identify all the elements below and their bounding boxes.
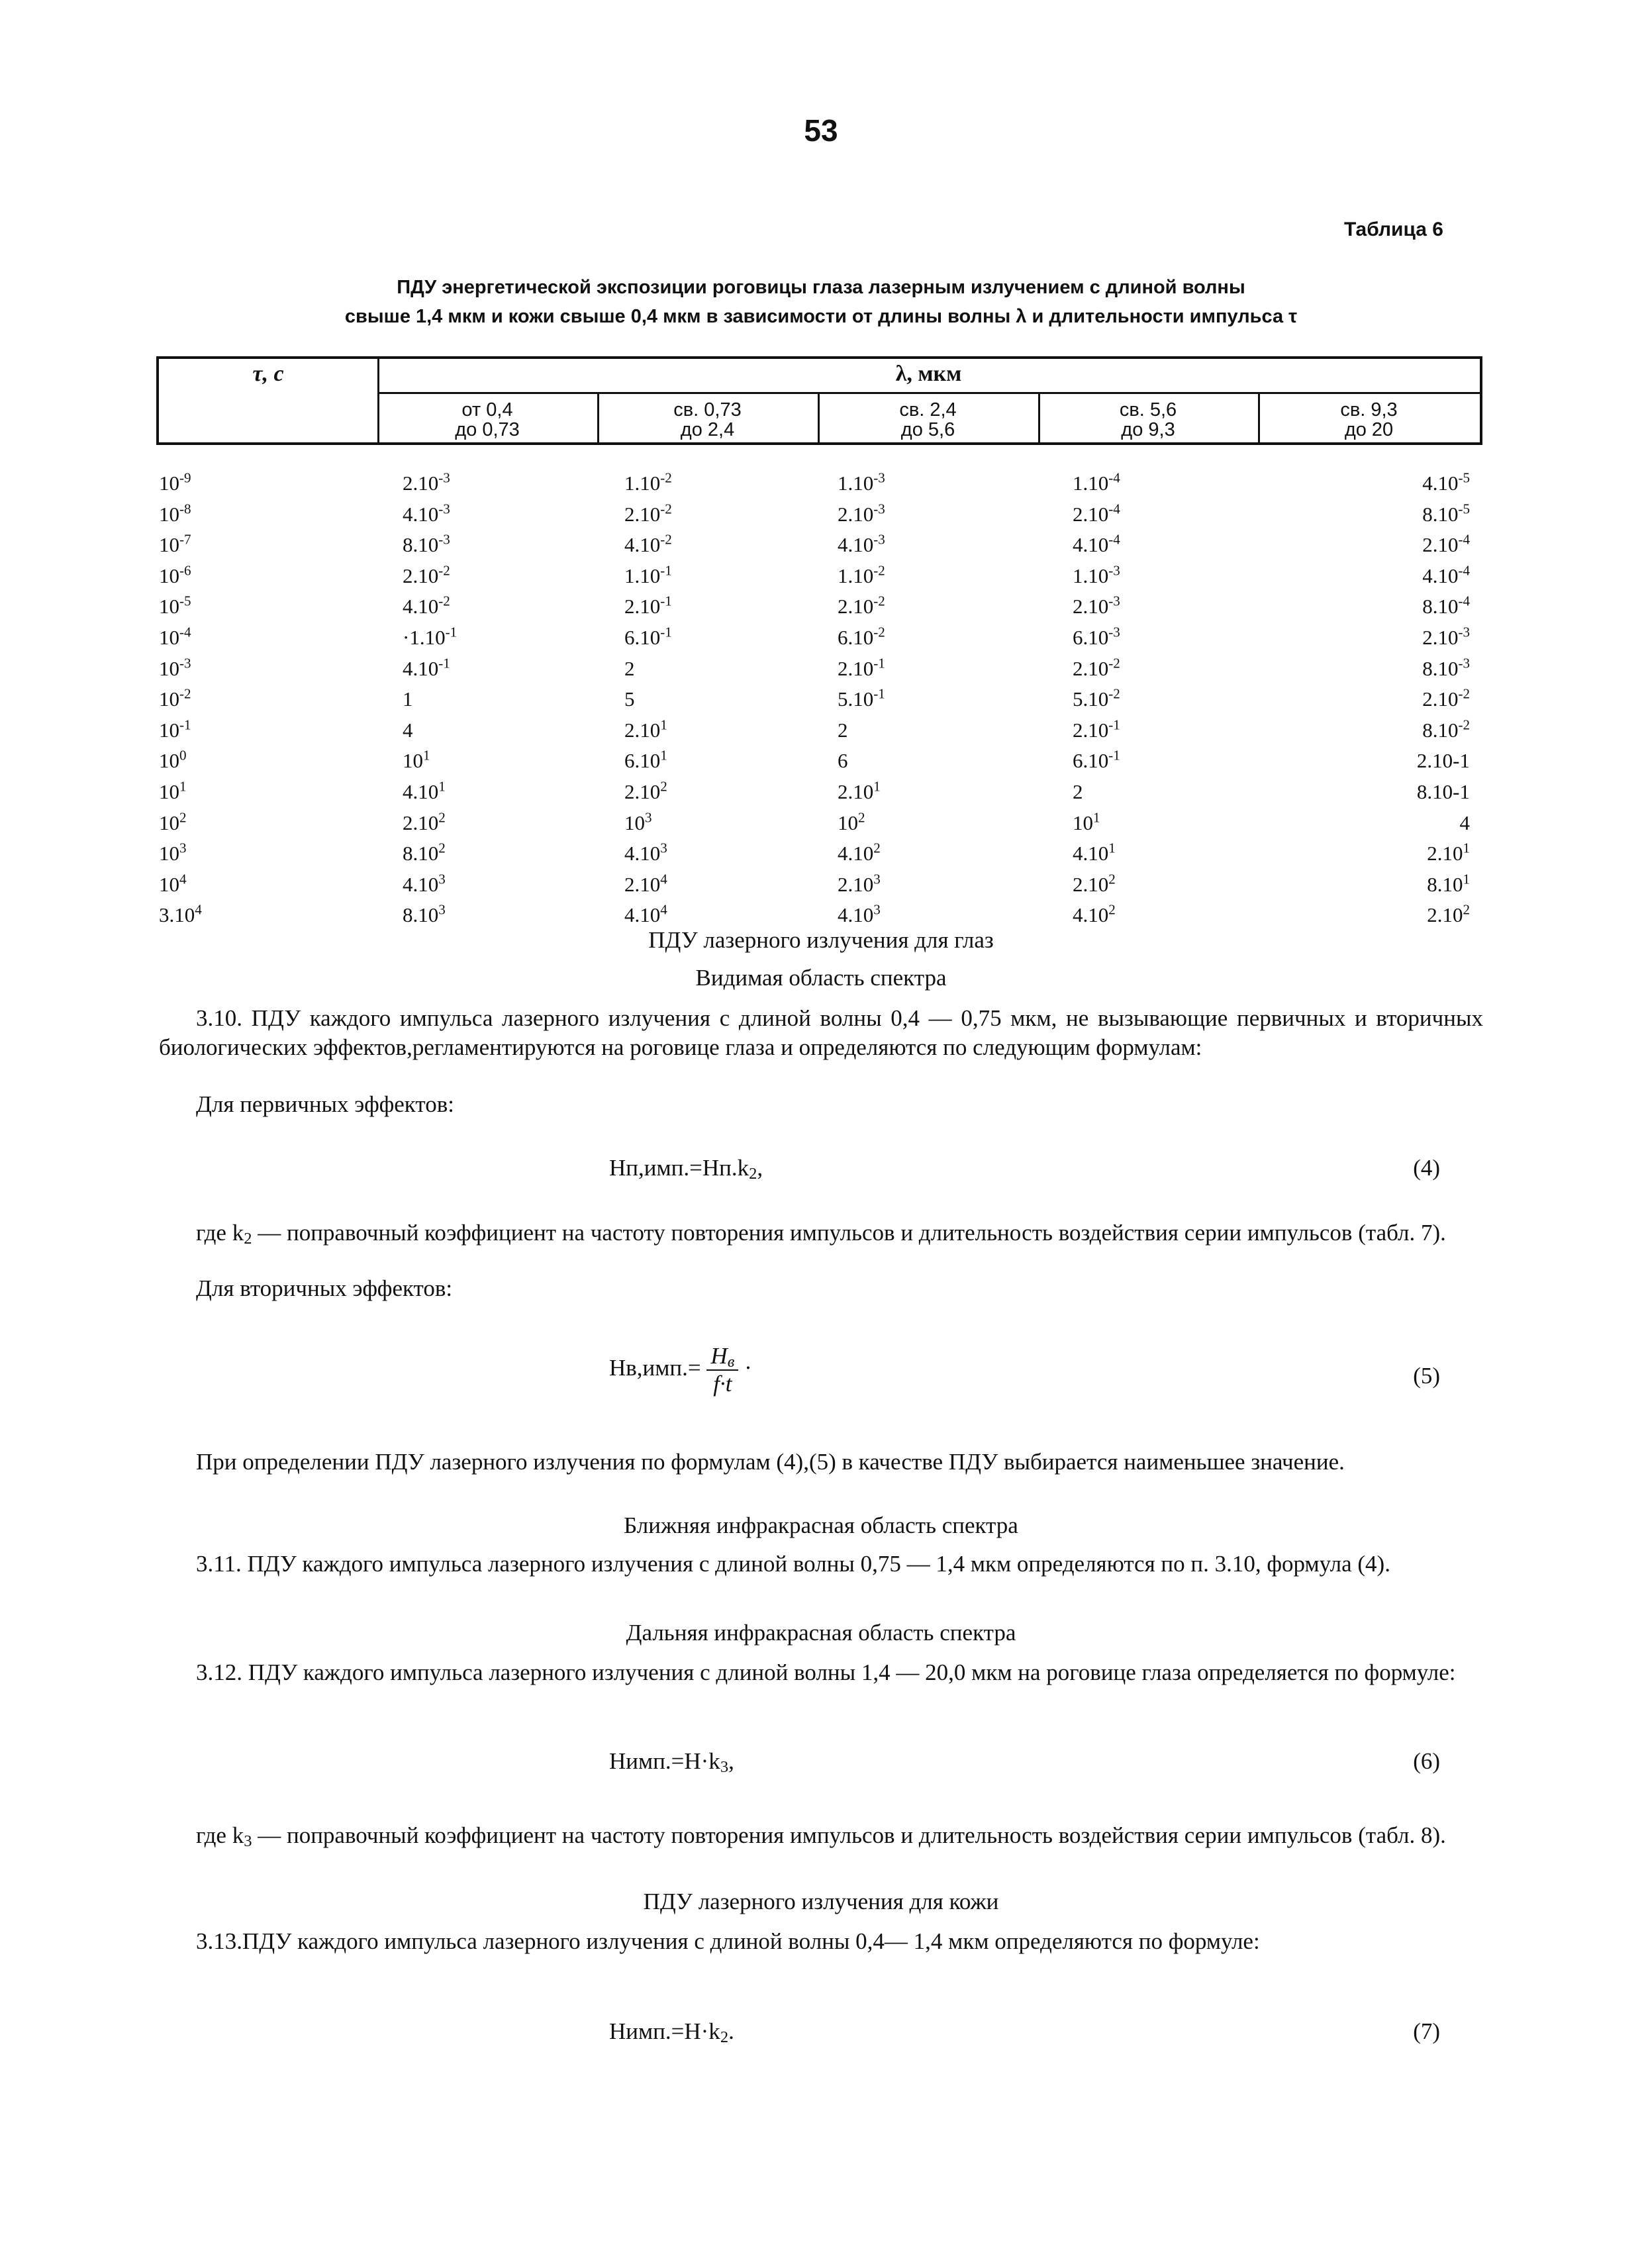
secondary-effects-label: Для вторичных эффектов: — [196, 1275, 453, 1301]
table-cell: 8.10$^2$ — [403, 840, 446, 865]
table-row — [159, 749, 1483, 779]
table-cell: $1.10^{-2}$ — [624, 469, 672, 495]
tau-value: $10^{-2}$ — [159, 685, 191, 711]
table-cell: $2.10^{-1}$ — [624, 593, 672, 618]
table-row — [159, 564, 1483, 595]
table-cell: 2.10$^3$ — [838, 871, 881, 896]
formula-6: $Нимп.=Н\cdot k_3$, — [609, 1748, 734, 1776]
table-cell: $6.10^{-3}$ — [1073, 624, 1120, 649]
tau-value: 3.10$^4$ — [159, 901, 202, 926]
table-cell: 2.10-1 — [1416, 749, 1470, 772]
table-cell: 4 — [403, 718, 413, 742]
paragraph-choice: При определении ПДУ лазерного излучения по формулам (4),(5) в качестве ПДУ выбирается наименьшее значение. — [196, 1449, 1345, 1475]
table-cell: $2.10^{-2}$ — [1422, 685, 1470, 711]
table-caption-line-1: ПДУ энергетической экспозиции роговицы глаза лазерным излучением с длиной волны — [397, 277, 1245, 298]
table-cell: $10^2$ — [838, 809, 865, 834]
table-row — [159, 657, 1483, 687]
table-cell: $4.10^{-2}$ — [624, 531, 672, 556]
table-cell: $1.10^{-4}$ — [1073, 469, 1120, 495]
formula-5-tail: · — [744, 1355, 752, 1381]
formula-4: $Нп,имп.=Нп.k_2$, — [609, 1155, 763, 1183]
paragraph-3-12: 3.12. ПДУ каждого импульса лазерного излучения с длиной волны 1,4 — 20,0 мкм на роговице глаза определяется по формуле: — [196, 1659, 1456, 1685]
tau-value: $10^{-5}$ — [159, 593, 191, 618]
table-cell: $10^1$ — [1073, 809, 1100, 834]
table-cell: 2.10$^1$ — [624, 716, 667, 742]
table-caption-line-2: свыше 1,4 мкм и кожи свыше 0,4 мкм в зависимости от длины волны λ и длительности импульса τ — [344, 306, 1298, 327]
table-label: Таблица 6 — [1343, 219, 1443, 240]
formula-6-number: (6) — [1413, 1748, 1440, 1774]
header-divider — [377, 392, 1480, 394]
heading-far-infrared: Дальняя инфракрасная область спектра — [626, 1620, 1016, 1646]
table-cell: $2.10^{-2}$ — [624, 501, 672, 526]
formula-7: $Нимп.=Н\cdot k_2$. — [609, 2018, 734, 2046]
table-cell: $4.10^{-2}$ — [403, 593, 450, 618]
table-cell: $8.10^{-3}$ — [403, 531, 450, 556]
range-header — [1038, 400, 1258, 440]
table-cell: $8.10^{-2}$ — [1422, 716, 1470, 742]
range-header — [1258, 400, 1480, 440]
table-cell: $6.10^{-1}$ — [1073, 747, 1120, 772]
table-cell: $4.10^{-4}$ — [1073, 531, 1120, 556]
table-cell: $5.10^{-1}$ — [838, 685, 885, 711]
table-cell: 2.10$^2$ — [624, 778, 667, 803]
tau-value: $10^{-7}$ — [159, 531, 191, 556]
table-cell: 4.10$^1$ — [403, 778, 446, 803]
table-cell: 6 — [838, 749, 848, 772]
range-line: св. 0,73 — [673, 399, 742, 420]
formula-5-fraction — [706, 1343, 738, 1397]
range-header — [377, 400, 597, 440]
table-cell: 2.10$^1$ — [1427, 840, 1470, 865]
lambda-column-header: λ, мкм — [895, 362, 962, 386]
tau-value: $10^1$ — [159, 778, 187, 803]
table-cell: 2.10$^2$ — [1073, 871, 1116, 896]
table-cell: $1.10^{-3}$ — [1073, 562, 1120, 587]
range-line: до 0,73 — [455, 419, 520, 440]
page-number: 53 — [804, 113, 838, 148]
k3-note: где $k_3$ — поправочный коэффициент на частоту повторения импульсов и длительность воздействия серии импульсов (табл. 8). — [196, 1822, 1446, 1850]
table-cell: 4.10$^3$ — [403, 871, 446, 896]
table-cell: 2.10$^2$ — [1427, 901, 1470, 926]
table-cell: $8.10^{-5}$ — [1422, 501, 1470, 526]
tau-value: $10^{-9}$ — [159, 469, 191, 495]
table-cell: 4 — [1459, 811, 1470, 834]
table-row — [159, 873, 1483, 903]
tau-value: $10^4$ — [159, 871, 187, 896]
table-cell: 4.10$^2$ — [838, 840, 881, 865]
table-cell: $2.10^{-2}$ — [1073, 655, 1120, 680]
tau-value: $10^{-6}$ — [159, 562, 191, 587]
table-cell: $10^3$ — [624, 809, 652, 834]
table-cell: 2 — [838, 718, 848, 742]
range-line: св. 9,3 — [1340, 399, 1398, 420]
table-row — [159, 471, 1483, 502]
table-cell: 4.10$^2$ — [1073, 901, 1116, 926]
tau-value: $10^2$ — [159, 809, 187, 834]
table-cell: $8.10^{-3}$ — [1422, 655, 1470, 680]
formula-4-number: (4) — [1413, 1155, 1440, 1181]
table-cell: $\cdot 1.10^{-1}$ — [403, 624, 458, 649]
tau-column-header: τ, с — [252, 362, 284, 386]
table-cell: $2.10^{-3}$ — [1422, 624, 1470, 649]
formula-5-denominator: f·t — [713, 1371, 732, 1397]
heading-eyes: ПДУ лазерного излучения для глаз — [648, 927, 994, 953]
table-row — [159, 780, 1483, 811]
table-row — [159, 718, 1483, 749]
formula-5-number: (5) — [1413, 1363, 1440, 1389]
table-cell: $2.10^{-2}$ — [838, 593, 885, 618]
formula-5 — [609, 1343, 752, 1397]
range-header — [818, 400, 1038, 440]
table-cell: $8.10^{-4}$ — [1422, 593, 1470, 618]
formula-7-number: (7) — [1413, 2018, 1440, 2044]
heading-near-infrared: Ближняя инфракрасная область спектра — [624, 1512, 1018, 1538]
table-cell: 2.10$^4$ — [624, 871, 667, 896]
table-cell: 2 — [624, 657, 635, 680]
paragraph-3-13: 3.13.ПДУ каждого импульса лазерного излучения с длиной волны 0,4— 1,4 мкм определяются по формуле: — [196, 1928, 1260, 1954]
range-line: св. 5,6 — [1119, 399, 1177, 420]
range-line: до 5,6 — [900, 419, 955, 440]
range-line: до 20 — [1344, 419, 1394, 440]
table-cell: $2.10^{-3}$ — [838, 501, 885, 526]
table-cell: $1.10^{-1}$ — [624, 562, 672, 587]
range-header — [597, 400, 818, 440]
tau-value: $10^0$ — [159, 747, 187, 772]
table-row — [159, 503, 1483, 533]
table-row — [159, 533, 1483, 564]
table-row — [159, 842, 1483, 872]
table-cell: $4.10^{-4}$ — [1422, 562, 1470, 587]
tau-value: $10^{-4}$ — [159, 624, 191, 649]
table-cell: $2.10^{-4}$ — [1422, 531, 1470, 556]
paragraph-3-11: 3.11. ПДУ каждого импульса лазерного излучения с длиной волны 0,75 — 1,4 мкм определяются по п. 3.10, формула (4). — [196, 1551, 1390, 1577]
table-cell: $6.10^{-1}$ — [624, 624, 672, 649]
table-cell: $5.10^{-2}$ — [1073, 685, 1120, 711]
range-line: до 2,4 — [680, 419, 735, 440]
table-cell: $10^1$ — [403, 747, 430, 772]
table-cell: 2 — [1073, 780, 1083, 803]
tau-value: $10^{-1}$ — [159, 716, 191, 742]
table-cell: $1.10^{-3}$ — [838, 469, 885, 495]
heading-visible-spectrum: Видимая область спектра — [695, 965, 947, 991]
table-cell: 8.10-1 — [1416, 780, 1470, 803]
table-cell: 6.10$^1$ — [624, 747, 667, 772]
primary-effects-label: Для первичных эффектов: — [196, 1091, 454, 1117]
table-cell: $2.10^{-2}$ — [403, 562, 450, 587]
range-line: от 0,4 — [461, 399, 513, 420]
k2-note: где $k_2$ — поправочный коэффициент на частоту повторения импульсов и длительность воздействия серии импульсов (табл. 7). — [196, 1220, 1446, 1248]
table-cell: 8.10$^3$ — [403, 901, 446, 926]
paragraph-3-10: 3.10. ПДУ каждого импульса лазерного излучения с длиной волны 0,4 — 0,75 мкм, не вызывающие первичных и вторичных биологических эффектов,регламентируются на роговице глаза и определяются по следующим формулам: — [159, 1005, 1483, 1060]
table-cell: $4.10^{-3}$ — [403, 501, 450, 526]
table-cell: $2.10^{-4}$ — [1073, 501, 1120, 526]
table-cell: 2.10$^1$ — [838, 778, 881, 803]
tau-value: $10^{-8}$ — [159, 501, 191, 526]
table-cell: $4.10^{-5}$ — [1422, 469, 1470, 495]
table-cell: $2.10^{-1}$ — [1073, 716, 1120, 742]
formula-5-numerator: $Н_в$ — [706, 1343, 738, 1371]
table-cell: $2.10^{-1}$ — [838, 655, 885, 680]
table-cell: 4.10$^4$ — [624, 901, 667, 926]
table-cell: $1.10^{-2}$ — [838, 562, 885, 587]
formula-5-left: Нв,имп.= — [609, 1355, 701, 1381]
heading-skin: ПДУ лазерного излучения для кожи — [643, 1889, 999, 1914]
table-cell: 5 — [624, 687, 635, 711]
table-row — [159, 595, 1483, 625]
table-cell: $4.10^{-3}$ — [838, 531, 885, 556]
table-cell: 4.10$^1$ — [1073, 840, 1116, 865]
table-cell: $2.10^{-3}$ — [1073, 593, 1120, 618]
table-cell: 4.10$^3$ — [838, 901, 881, 926]
range-line: до 9,3 — [1121, 419, 1175, 440]
table-cell: $4.10^{-1}$ — [403, 655, 450, 680]
table-header — [156, 356, 1482, 445]
table-row — [159, 687, 1483, 718]
table-row — [159, 811, 1483, 842]
tau-value: $10^{-3}$ — [159, 655, 191, 680]
table-cell: 4.10$^3$ — [624, 840, 667, 865]
table-cell: $2.10^{-3}$ — [403, 469, 450, 495]
tau-value: $10^3$ — [159, 840, 187, 865]
table-cell: 1 — [403, 687, 413, 711]
range-line: св. 2,4 — [899, 399, 957, 420]
table-row — [159, 626, 1483, 656]
table-cell: 8.10$^1$ — [1427, 871, 1470, 896]
table-cell: $6.10^{-2}$ — [838, 624, 885, 649]
table-cell: 2.10$^2$ — [403, 809, 446, 834]
